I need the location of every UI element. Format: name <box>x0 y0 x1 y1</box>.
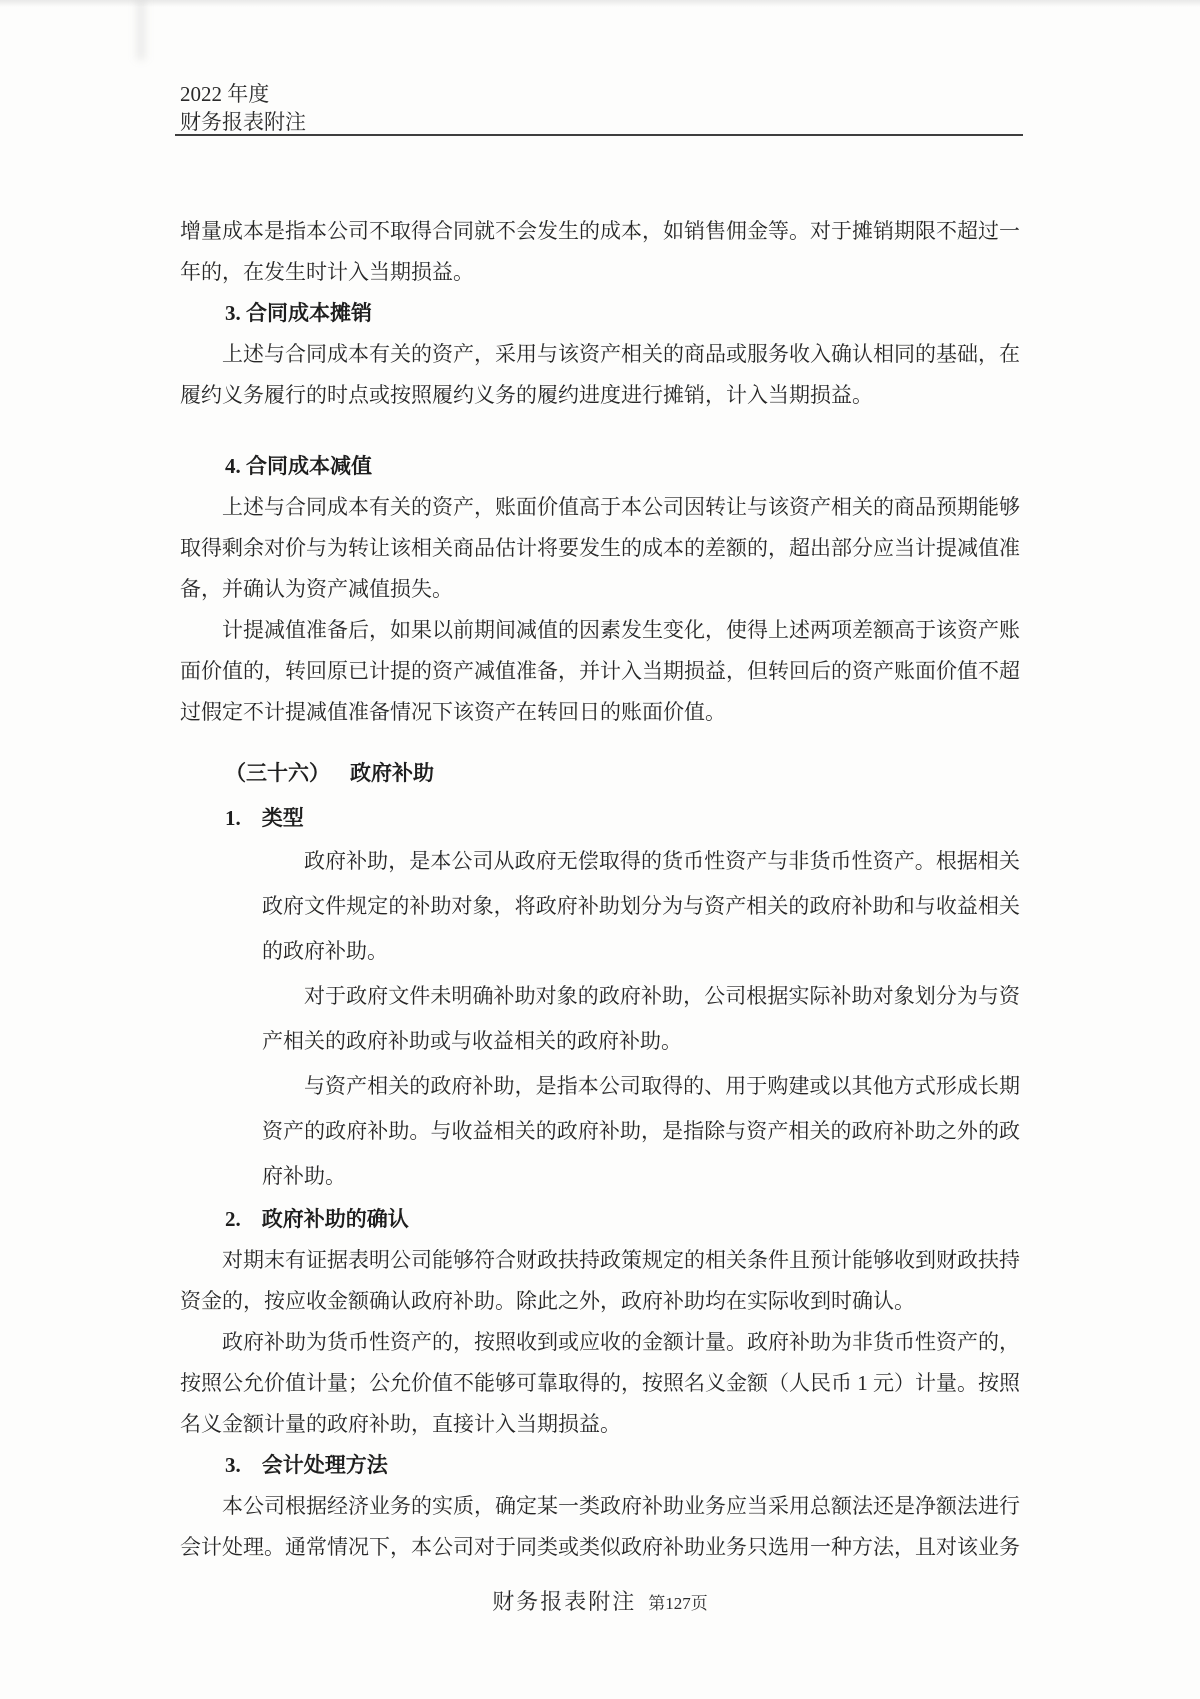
paragraph: 上述与合同成本有关的资产，采用与该资产相关的商品或服务收入确认相同的基础，在履约义务履行的时点或按照履约义务的履约进度进行摊销，计入当期损益。 <box>180 342 1020 407</box>
heading: 2. 政府补助的确认 <box>225 1207 409 1231</box>
paragraph: 上述与合同成本有关的资产，账面价值高于本公司因转让与该资产相关的商品预期能够取得剩余对价与为转让该相关商品估计将要发生的成本的差额的，超出部分应当计提减值准备，并确认为资产减值损失。 <box>180 495 1020 601</box>
paragraph-spacer <box>180 416 1020 446</box>
scan-smudge-left <box>136 0 146 60</box>
section-heading <box>180 753 1020 794</box>
paragraph: 政府补助，是本公司从政府无偿取得的货币性资产与非货币性资产。根据相关政府文件规定的补助对象，将政府补助划分为与资产相关的政府补助和与收益相关的政府补助。 <box>262 849 1020 963</box>
heading: 4. 合同成本减值 <box>225 454 372 478</box>
page-header <box>180 80 1025 136</box>
header-rule <box>175 134 1023 136</box>
paragraph: 计提减值准备后，如果以前期间减值的因素发生变化，使得上述两项差额高于该资产账面价值的，转回原已计提的资产减值准备，并计入当期损益，但转回后的资产账面价值不超过假定不计提减值准备情况下该资产在转回日的账面价值。 <box>180 618 1020 724</box>
paragraph: 对期末有证据表明公司能够符合财政扶持政策规定的相关条件且预计能够收到财政扶持资金的，按应收金额确认政府补助。除此之外，政府补助均在实际收到时确认。 <box>180 1248 1020 1313</box>
section-title: 政府补助 <box>350 761 434 785</box>
paragraph: 本公司根据经济业务的实质，确定某一类政府补助业务应当采用总额法还是净额法进行会计处理。通常情况下，本公司对于同类或类似政府补助业务只选用一种方法，且对该业务 <box>180 1494 1020 1559</box>
section-number: （三十六） <box>225 761 330 785</box>
heading: 3. 合同成本摊销 <box>225 301 372 325</box>
paragraph: 与资产相关的政府补助，是指本公司取得的、用于购建或以其他方式形成长期资产的政府补助。与收益相关的政府补助，是指除与资产相关的政府补助之外的政府补助。 <box>262 1074 1020 1188</box>
scan-shadow-top <box>0 0 1200 7</box>
heading: 3. 会计处理方法 <box>225 1453 388 1477</box>
document-content <box>180 211 1020 1568</box>
header-title-line: 财务报表附注 <box>180 110 306 134</box>
paragraph: 增量成本是指本公司不取得合同就不会发生的成本，如销售佣金等。对于摊销期限不超过一年的，在发生时计入当期损益。 <box>180 219 1020 284</box>
footer-title: 财务报表附注 <box>492 1589 637 1614</box>
heading: 1. 类型 <box>225 806 304 830</box>
footer-page-number: 第127页 <box>648 1594 708 1613</box>
page-footer <box>0 1585 1200 1616</box>
paragraph: 对于政府文件未明确补助对象的政府补助，公司根据实际补助对象划分为与资产相关的政府补助或与收益相关的政府补助。 <box>262 984 1020 1053</box>
header-year-line: 2022 年度 <box>180 82 270 106</box>
paragraph: 政府补助为货币性资产的，按照收到或应收的金额计量。政府补助为非货币性资产的，按照公允价值计量；公允价值不能够可靠取得的，按照名义金额（人民币 1 元）计量。按照名义金额计量的政府补助，直接计入当期损益。 <box>180 1330 1020 1436</box>
